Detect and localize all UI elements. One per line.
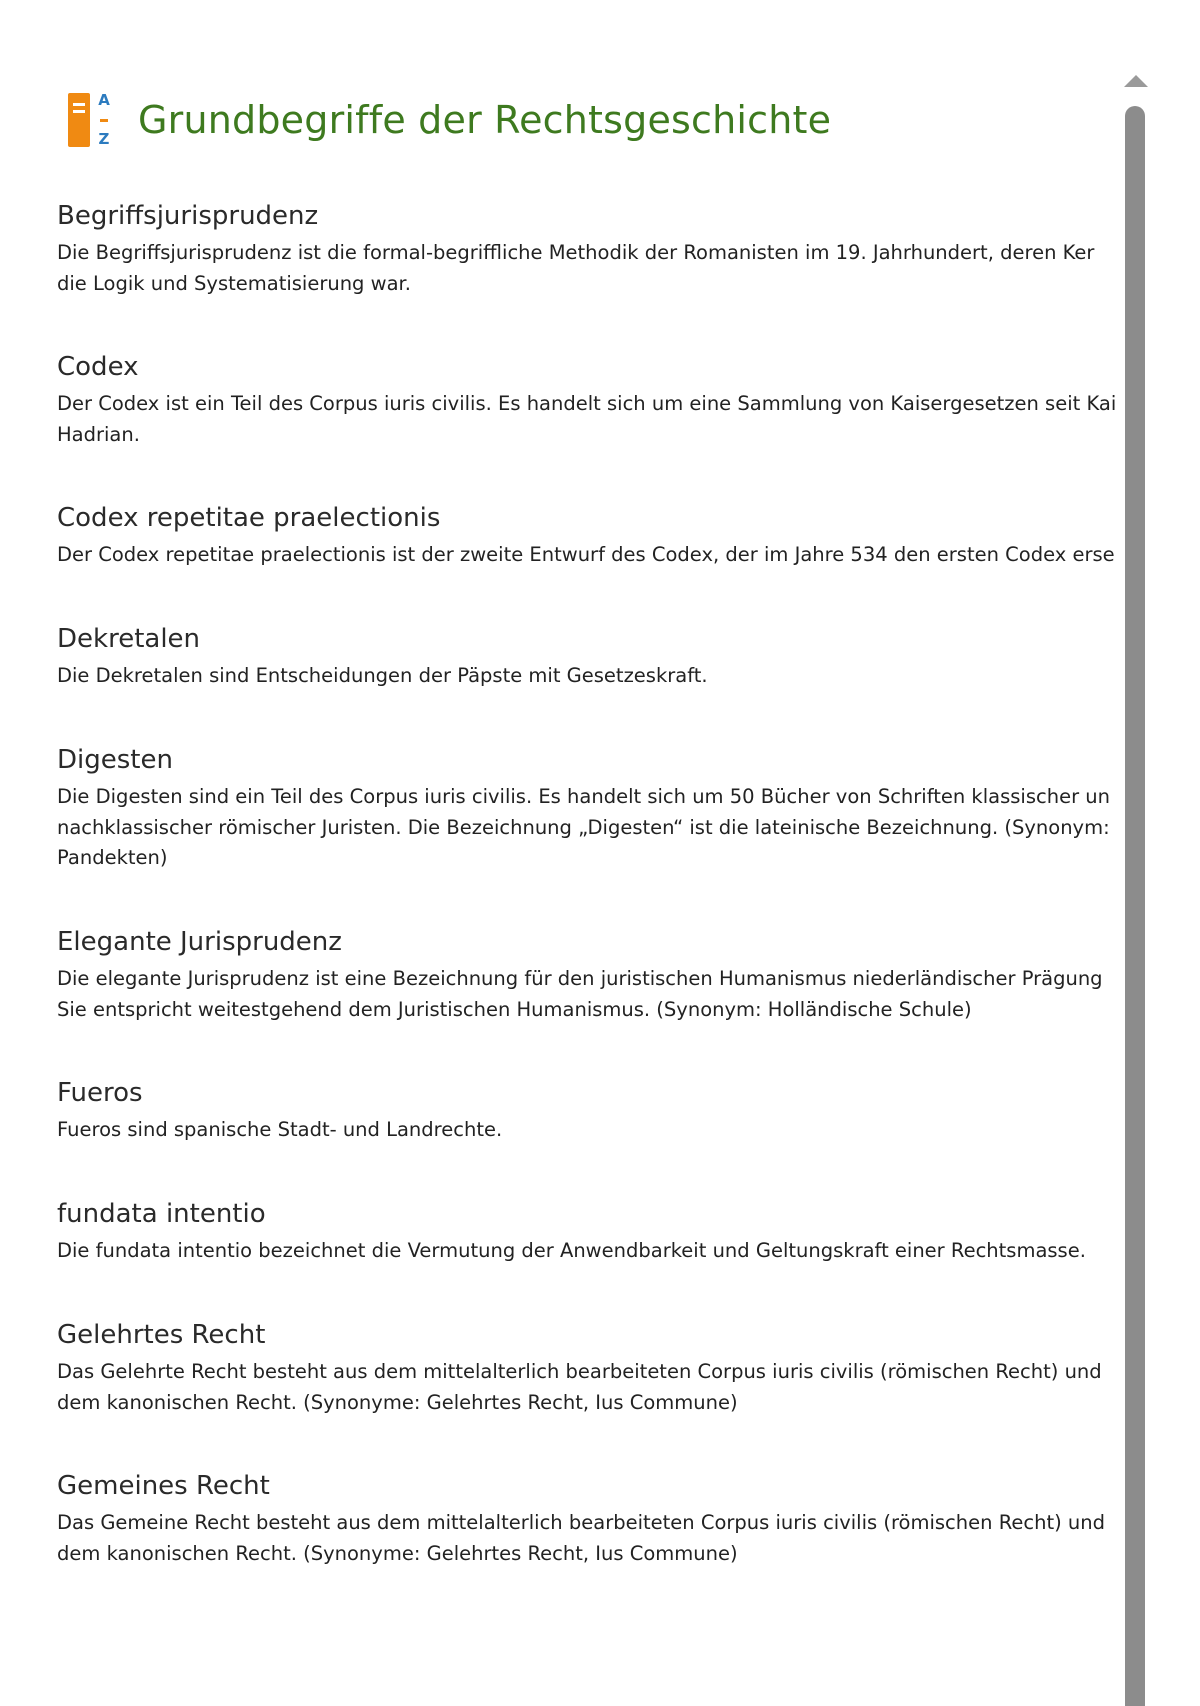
- definition-line: Hadrian.: [57, 422, 140, 446]
- letter-a: A: [98, 91, 110, 109]
- glossary-definition: [57, 962, 1103, 1025]
- vertical-scrollbar[interactable]: [1122, 56, 1150, 1656]
- scrollbar-track[interactable]: [1125, 106, 1145, 1706]
- definition-line: nachklassischer römischer Juristen. Die Bezeichnung „Digesten“ ist die lateinische Bezeichnung. (Synonym:: [57, 815, 1110, 839]
- glossary-entry: [57, 740, 1122, 922]
- definition-line: Fueros sind spanische Stadt- und Landrechte.: [57, 1118, 503, 1141]
- glossary-term: Fueros: [57, 1078, 143, 1108]
- glossary-term: Codex repetitae praelectionis: [57, 503, 441, 533]
- glossary-term: Gemeines Recht: [57, 1471, 270, 1501]
- az-letters: [94, 93, 114, 147]
- definition-line: Die Digesten sind ein Teil des Corpus iuris civilis. Es handelt sich um 50 Bücher von Schriften klassischer un: [57, 785, 1110, 808]
- chevron-up-icon: [1124, 75, 1148, 87]
- glossary-list: [57, 196, 1122, 1617]
- definition-line: die Logik und Systematisierung war.: [57, 271, 411, 295]
- scrollbar-thumb[interactable]: [1125, 106, 1145, 1706]
- definition-line: dem kanonischen Recht. (Synonyme: Gelehrtes Recht, Ius Commune): [57, 1390, 738, 1414]
- glossary-term: fundata intentio: [57, 1199, 266, 1229]
- definition-line: Der Codex repetitae praelectionis ist der zweite Entwurf des Codex, der im Jahre 534 den ersten Codex erse: [57, 543, 1115, 566]
- definition-line: Sie entspricht weitestgehend dem Juristischen Humanismus. (Synonym: Holländische Schule): [57, 997, 972, 1021]
- letter-z: Z: [98, 130, 110, 148]
- glossary-term: Dekretalen: [57, 624, 201, 654]
- glossary-definition: [57, 1113, 1057, 1146]
- glossary-definition: [57, 1234, 1086, 1267]
- glossary-entry: [57, 1194, 1122, 1315]
- glossary-entry: [57, 347, 1122, 498]
- glossary-term: Begriffsjurisprudenz: [57, 201, 319, 231]
- glossary-term: Elegante Jurisprudenz: [57, 927, 342, 957]
- glossary-entry: [57, 498, 1122, 619]
- definition-line: Die fundata intentio bezeichnet die Vermutung der Anwendbarkeit und Geltungskraft einer Rechtsmasse.: [57, 1239, 1086, 1262]
- az-dash: [100, 119, 108, 122]
- glossary-az-icon: [68, 93, 114, 147]
- glossary-definition: [57, 1506, 1105, 1569]
- definition-line: Pandekten): [57, 846, 168, 869]
- glossary-term: Codex: [57, 352, 139, 382]
- definition-line: Das Gemeine Recht besteht aus dem mittelalterlich bearbeiteten Corpus iuris civilis (römischen Recht) und: [57, 1511, 1105, 1534]
- glossary-entry: [57, 619, 1122, 740]
- definition-line: dem kanonischen Recht. (Synonyme: Gelehrtes Recht, Ius Commune): [57, 1541, 738, 1565]
- page-title: Grundbegriffe der Rechtsgeschichte: [138, 98, 832, 142]
- book-icon: [68, 93, 90, 147]
- glossary-entry: [57, 1073, 1122, 1194]
- glossary-entry: [57, 196, 1122, 347]
- page-header: [68, 92, 831, 148]
- glossary-definition: [57, 780, 1110, 874]
- glossary-entry: [57, 1466, 1122, 1617]
- glossary-term: Gelehrtes Recht: [57, 1320, 266, 1350]
- definition-line: Die Dekretalen sind Entscheidungen der Päpste mit Gesetzeskraft.: [57, 664, 708, 687]
- scroll-up-button[interactable]: [1122, 70, 1150, 92]
- definition-line: Die Begriffsjurisprudenz ist die formal-begriffliche Methodik der Romanisten im 19. Jahrhundert, deren Ker: [57, 241, 1095, 264]
- glossary-entry: [57, 1315, 1122, 1466]
- definition-line: Der Codex ist ein Teil des Corpus iuris civilis. Es handelt sich um eine Sammlung von Kaisergesetzen seit Kai: [57, 392, 1117, 415]
- definition-line: Das Gelehrte Recht besteht aus dem mittelalterlich bearbeiteten Corpus iuris civilis (römischen Recht) und: [57, 1360, 1102, 1383]
- glossary-entry: [57, 922, 1122, 1073]
- glossary-term: Digesten: [57, 745, 173, 775]
- glossary-definition: [57, 1355, 1102, 1418]
- glossary-definition: [57, 538, 1115, 571]
- definition-line: Die elegante Jurisprudenz ist eine Bezeichnung für den juristischen Humanismus niederländischer Prägung: [57, 967, 1103, 990]
- glossary-definition: [57, 236, 1095, 299]
- glossary-definition: [57, 659, 1057, 692]
- glossary-definition: [57, 387, 1117, 450]
